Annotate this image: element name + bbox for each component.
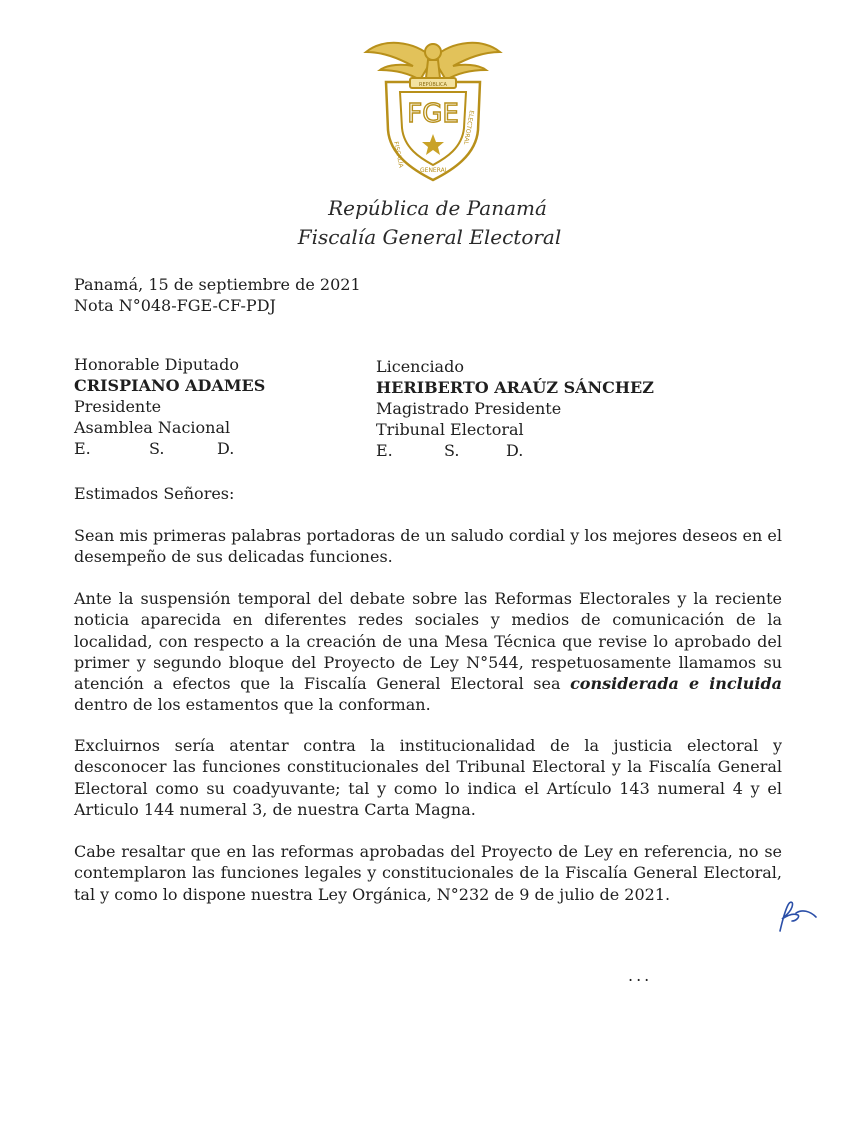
paragraph-greeting: Sean mis primeras palabras portadoras de un saludo cordial y los mejores deseos en el desempeño de sus delicadas funciones. xyxy=(74,526,782,567)
fge-eagle-seal-icon xyxy=(358,30,508,190)
seal-ring-right: ELECTORAL xyxy=(461,109,475,146)
seal-ring-bottom: GENERAL xyxy=(420,167,449,174)
letter-date: Panamá, 15 de septiembre de 2021 xyxy=(74,275,361,294)
recipient-name: HERIBERTO ARAÚZ SÁNCHEZ xyxy=(376,378,654,397)
handwritten-initials-icon xyxy=(770,895,820,935)
continuation-marker: ... xyxy=(628,966,653,985)
recipient-esd: E. S. D. xyxy=(74,439,235,458)
header-institution: Fiscalía General Electoral xyxy=(297,225,562,249)
recipient-esd: E. S. D. xyxy=(376,441,524,460)
note-number: Nota N°048-FGE-CF-PDJ xyxy=(74,296,276,315)
recipient-role: Presidente xyxy=(74,397,162,416)
seal-ring-left: FISCALÍA xyxy=(392,140,405,169)
recipient-right xyxy=(376,356,654,461)
recipient-institution: Asamblea Nacional xyxy=(74,418,231,437)
paragraph-request: Ante la suspensión temporal del debate sobre las Reformas Electorales y la reciente noticia aparecida en diferentes redes sociales y medios de comunicación de la localidad, con respecto a la creación de una Mesa Técnica que revise lo aprobado del primer y segundo bloque del Proyecto de Ley N°544, respetuosamente llamamos su atención a efectos que la Fiscalía General Electoral sea considerada e incluida dentro de los estamentos que la conforman. xyxy=(74,589,783,715)
seal-acronym: FGE xyxy=(407,99,459,129)
recipient-title: Licenciado xyxy=(376,357,464,376)
paragraph-constitution: Excluirnos sería atentar contra la institucionalidad de la justicia electoral y desconocer las funciones constitucionales del Tribunal Electoral y la Fiscalía General Electoral como su coadyuvante; tal y como lo indica el Artículo 143 numeral 4 y el Articulo 144 numeral 3, de nuestra Carta Magna. xyxy=(74,736,782,819)
recipient-role: Magistrado Presidente xyxy=(376,399,562,418)
emphasis-text: considerada e incluida xyxy=(570,674,783,694)
paragraph-reforms: Cabe resaltar que en las reformas aprobadas del Proyecto de Ley en referencia, no se contemplaron las funciones legales y constitucionales de la Fiscalía General Electoral, tal y como lo dispone nuestra Ley Orgánica, N°232 de 9 de julio de 2021. xyxy=(74,842,782,904)
recipient-name: CRISPIANO ADAMES xyxy=(74,376,266,395)
recipient-left xyxy=(74,354,265,459)
recipient-institution: Tribunal Electoral xyxy=(376,420,524,439)
seal-ring-top: REPÚBLICA xyxy=(419,82,447,88)
header-republic: República de Panamá xyxy=(328,196,547,220)
recipient-title: Honorable Diputado xyxy=(74,355,239,374)
salutation: Estimados Señores: xyxy=(74,484,235,503)
